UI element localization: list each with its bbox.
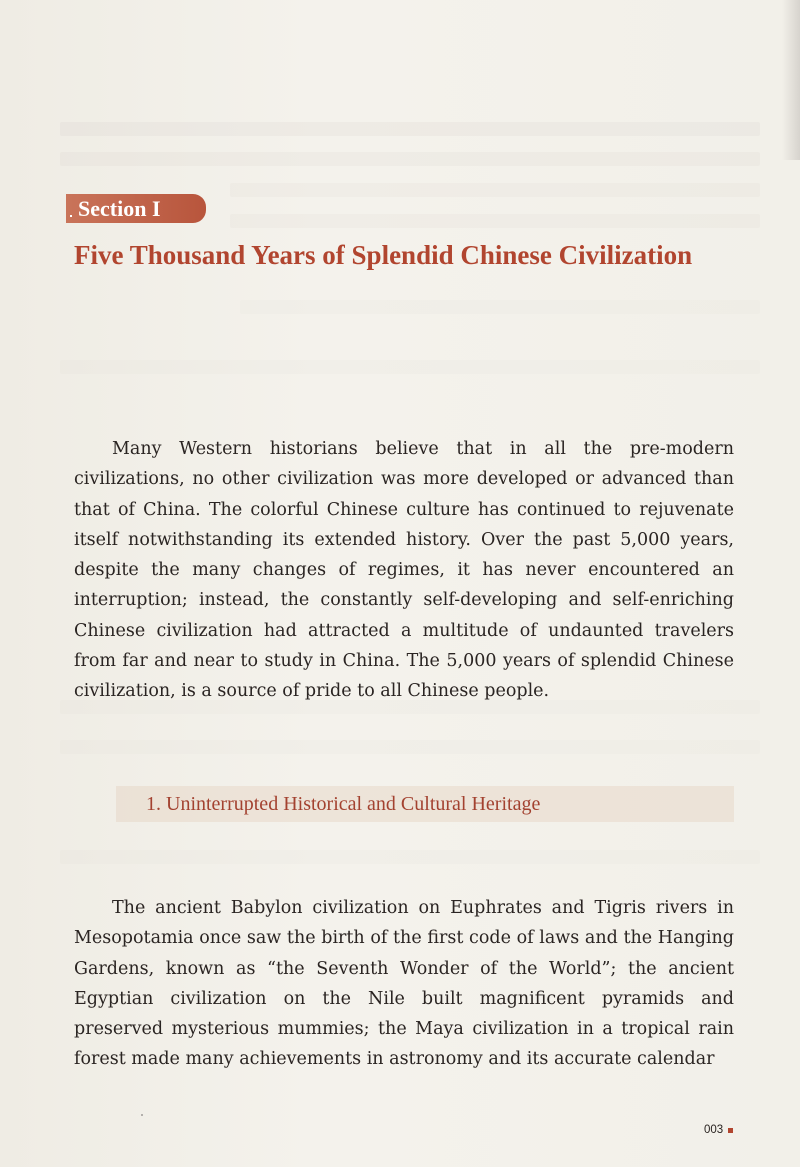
page-edge-shadow (782, 0, 800, 160)
section-badge (66, 194, 206, 223)
paper-speck (141, 1114, 143, 1116)
page-number (704, 1124, 733, 1136)
body-paragraph: The ancient Babylon civilization on Euphrates and Tigris rivers in Mesopotamia once saw the birth of the first code of laws and the Hanging Gardens, known as “the Seventh Wonder of the World”; the ancient Egyptian civilization on the Nile built magnificent pyramids and preserved mysterious mummies; the Maya civilization in a tropical rain forest made many achievements in astronomy and its accurate calendar (74, 898, 734, 1070)
subheading: 1. Uninterrupted Historical and Cultural Heritage (146, 793, 541, 815)
badge-tick-mark (70, 215, 72, 217)
intro-paragraph: Many Western historians believe that in all the pre-modern civilizations, no other civilization was more developed or advanced than that of China. The colorful Chinese culture has continued to rejuvenate itself notwithstanding its extended history. Over the past 5,000 years, despite the many changes of regimes, it has never encountered an interruption; instead, the constantly self-developing and self-enriching Chinese civilization had attracted a multitude of undaunted travelers from far and near to study in China. The 5,000 years of splendid Chinese civilization, is a source of pride to all Chinese people. (74, 439, 734, 702)
section-badge-label: Section I (78, 196, 161, 221)
page-marker-square (728, 1128, 733, 1133)
page-number-label: 003 (704, 1124, 724, 1136)
chapter-title: Five Thousand Years of Splendid Chinese Civilization (74, 240, 693, 270)
